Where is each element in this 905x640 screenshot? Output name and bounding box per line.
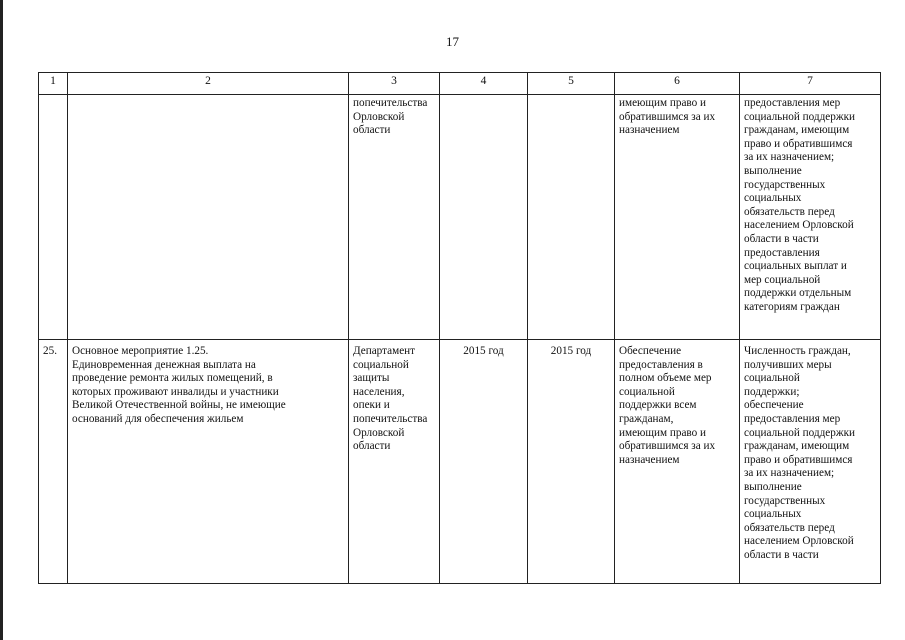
header-cell-7: 7 <box>740 73 881 95</box>
header-cell-3: 3 <box>349 73 440 95</box>
event-cell: Основное мероприятие 1.25. Единовременная денежная выплата на проведение ремонта жилых помещений, в которых проживают инвалиды и участники Великой Отечественной войны, не имеющие оснований для обеспечения жильем <box>68 340 349 584</box>
header-cell-5: 5 <box>528 73 615 95</box>
header-row <box>39 73 881 95</box>
event-cell <box>68 95 349 340</box>
row-number: 25. <box>39 340 68 584</box>
executor-cell: Департамент социальной защиты населения, опеки и попечительства Орловской области <box>349 340 440 584</box>
indicator-cell: Численность граждан, получивших меры социальной поддержки; обеспечение предоставления мер социальной поддержки гражданам, имеющим право и обратившимся за их назначением; выполнение государственных социальных обязательств перед населением Орловской области в части <box>740 340 881 584</box>
header-cell-2: 2 <box>68 73 349 95</box>
header-cell-4: 4 <box>440 73 528 95</box>
end-year-cell <box>528 95 615 340</box>
table-row <box>39 340 881 584</box>
program-table <box>38 72 881 584</box>
indicator-cell: предоставления мер социальной поддержки гражданам, имеющим право и обратившимся за их назначением; выполнение государственных социальных обязательств перед населением Орловской области в части предоставления социальных выплат и мер социальной поддержки отдельным категориям граждан <box>740 95 881 340</box>
page-number: 17 <box>446 34 459 49</box>
scan-edge <box>0 0 3 640</box>
header-cell-1: 1 <box>39 73 68 95</box>
result-cell: Обеспечение предоставления в полном объеме мер социальной поддержки всем гражданам, имеющим право и обратившимся за их назначением <box>615 340 740 584</box>
table-row <box>39 95 881 340</box>
header-cell-6: 6 <box>615 73 740 95</box>
executor-cell: попечительства Орловской области <box>349 95 440 340</box>
start-year-cell: 2015 год <box>440 340 528 584</box>
row-number <box>39 95 68 340</box>
end-year-cell: 2015 год <box>528 340 615 584</box>
result-cell: имеющим право и обратившимся за их назначением <box>615 95 740 340</box>
start-year-cell <box>440 95 528 340</box>
